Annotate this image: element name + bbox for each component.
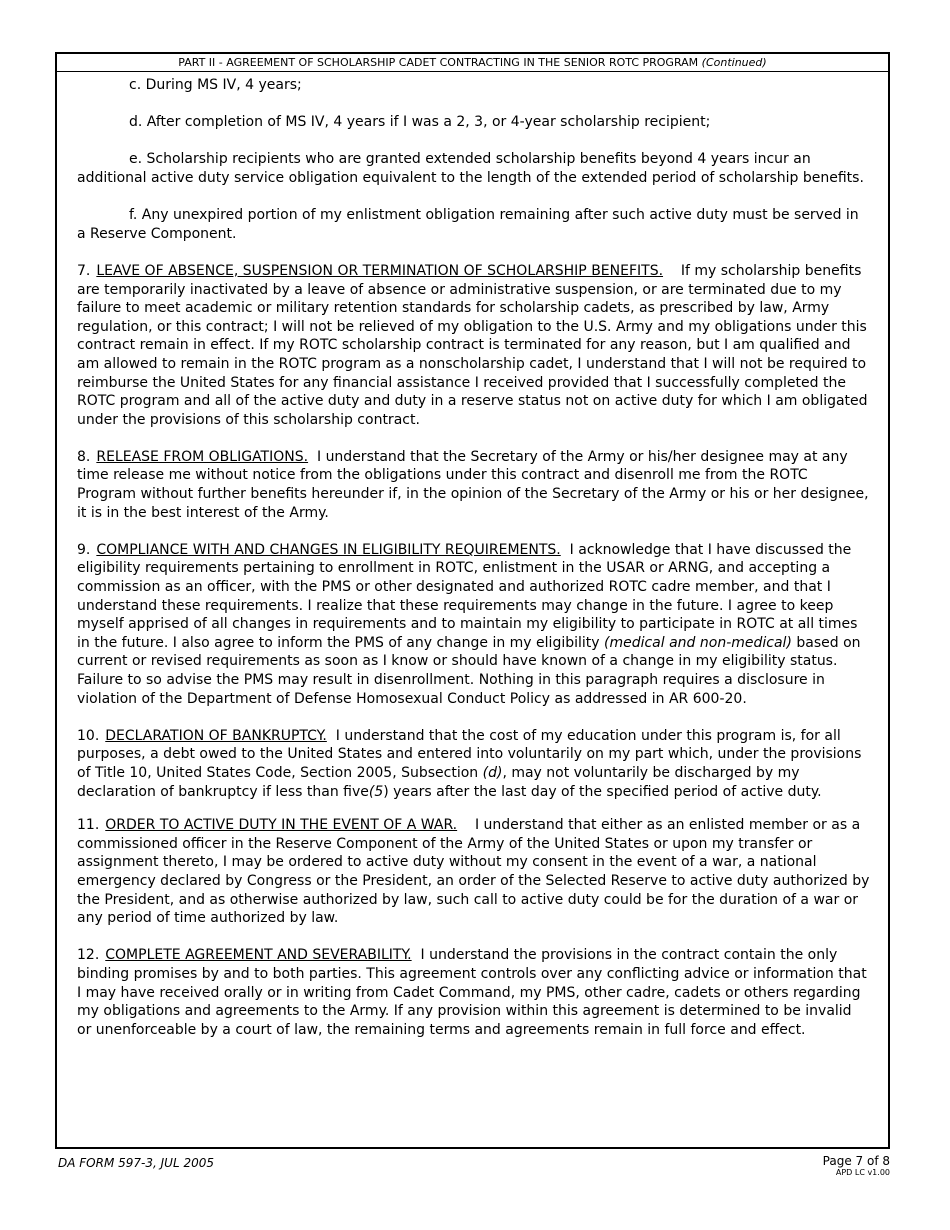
continued-label: (Continued)	[701, 56, 767, 69]
section-11-number: 11.	[77, 817, 100, 834]
section-11-body: I understand that either as an enlisted member or as a commissioned officer in the Reserve Component of the Army of the United States or upon my transfer or assignment thereto, I may be ordered to active duty without my consent in the event of a war, a national emergency declared by Congress or the President, an order of the Selected Reserve to active duty authorized by the President, and as otherwise authorized by law, such call to active duty could be for the duration of a war or any period of time authorized by law.	[77, 817, 870, 927]
section-7-body: If my scholarship benefits are temporarily inactivated by a leave of absence or administrative suspension, or are terminated due to my failure to meet academic or military retention standards for scholarship cadets, as prescribed by law, Army regulation, or this contract; I will not be relieved of my obligation to the U.S. Army and my obligations under this contract remain in effect. If my ROTC scholarship contract is terminated for any reason, but I am qualified and am allowed to remain in the ROTC program as a nonscholarship cadet, I understand that I will not be required to reimburse the United States for any financial assistance I received provided that I successfully completed the ROTC program and all of the active duty and duty in a reserve status not on active duty for which I am obligated under the provisions of this scholarship contract.	[77, 262, 868, 428]
page-number: Page 7 of 8	[822, 1154, 890, 1168]
section-8-body: I understand that the Secretary of the Army or his/her designee may at any time release me without notice from the obligations under this contract and disenroll me from the ROTC Program without further benefits hereunder if, in the opinion of the Secretary of the Army or his or her designee, it is in the best interest of the Army.	[77, 448, 869, 521]
section-7-number: 7.	[77, 262, 91, 279]
section-11-title: ORDER TO ACTIVE DUTY IN THE EVENT OF A WAR.	[105, 817, 458, 834]
section-7-title: LEAVE OF ABSENCE, SUSPENSION OR TERMINATION OF SCHOLARSHIP BENEFITS.	[96, 262, 664, 279]
section-12	[77, 946, 870, 1039]
section-12-number: 12.	[77, 947, 100, 964]
section-10-body-c: ) years after the last day of the specified period of active duty.	[383, 783, 822, 800]
section-10-number: 10.	[77, 727, 100, 744]
section-10-body-b: , may not voluntarily be discharged by my declaration of bankruptcy if less than five	[77, 764, 800, 800]
item-f: f. Any unexpired portion of my enlistment obligation remaining after such active duty must be served in a Reserve Component.	[77, 207, 859, 242]
item-e: e. Scholarship recipients who are granted extended scholarship benefits beyond 4 years incur an additional active duty service obligation equivalent to the length of the extended period of scholarship benefits.	[77, 151, 864, 186]
section-12-title: COMPLETE AGREEMENT AND SEVERABILITY.	[105, 947, 412, 964]
section-11	[77, 816, 870, 928]
section-9	[77, 541, 870, 708]
section-8	[77, 448, 870, 522]
section-8-title: RELEASE FROM OBLIGATIONS.	[96, 448, 309, 465]
section-10-title: DECLARATION OF BANKRUPTCY.	[105, 727, 327, 744]
form-frame	[55, 52, 890, 1149]
section-9-title: COMPLIANCE WITH AND CHANGES IN ELIGIBILITY REQUIREMENTS.	[96, 541, 561, 558]
section-7	[77, 262, 870, 429]
version-label: APD LC v1.00	[835, 1168, 890, 1177]
section-8-number: 8.	[77, 448, 91, 465]
item-d: d. After completion of MS IV, 4 years if I was a 2, 3, or 4-year scholarship recipient;	[129, 114, 711, 131]
form-id: DA FORM 597-3, JUL 2005	[58, 1156, 214, 1170]
part-header	[57, 54, 888, 72]
section-9-number: 9.	[77, 541, 91, 558]
section-9-emphasis: (medical and non-medical)	[604, 634, 792, 651]
agreement-content	[77, 76, 870, 1058]
section-10-body-a: I understand that the cost of my education under this program is, for all purposes, a debt owed to the United States and entered into voluntarily on my part which, under the provisions of Title 10, United States Code, Section 2005, Subsection	[77, 727, 862, 781]
section-12-body: I understand the provisions in the contract contain the only binding promises by and to both parties. This agreement controls over any conflicting advice or information that I may have received orally or in writing from Cadet Command, my PMS, other cadre, cadets or others regarding my obligations and agreements to the Army. If any provision within this agreement is determined to be invalid or unenforceable by a court of law, the remaining terms and agreements remain in full force and effect.	[77, 947, 867, 1038]
section-10-emphasis-5: (5	[368, 783, 384, 800]
section-9-body-b: based on current or revised requirements as soon as I know or should have known of a change in my eligibility status. Failure to so advise the PMS may result in disenrollment. Nothing in this paragraph requires a disclosure in violation of the Department of Defense Homosexual Conduct Policy as addressed in AR 600-20.	[77, 634, 861, 707]
section-9-body-a: I acknowledge that I have discussed the eligibility requirements pertaining to enrollment in ROTC, enlistment in the USAR or ARNG, and accepting a commission as an officer, with the PMS or other designated and authorized ROTC cadre member, and that I understand these requirements. I realize that these requirements may change in the future. I agree to keep myself apprised of all changes in requirements and to maintain my eligibility to participate in ROTC at all times in the future. I also agree to inform the PMS of any change in my eligibility	[77, 541, 858, 651]
page-info	[823, 1154, 890, 1178]
part-title: PART II - AGREEMENT OF SCHOLARSHIP CADET CONTRACTING IN THE SENIOR ROTC PROGRAM	[178, 56, 699, 69]
section-10	[77, 727, 870, 801]
section-10-emphasis-d: (d)	[482, 764, 503, 781]
item-c: c. During MS IV, 4 years;	[129, 77, 302, 93]
